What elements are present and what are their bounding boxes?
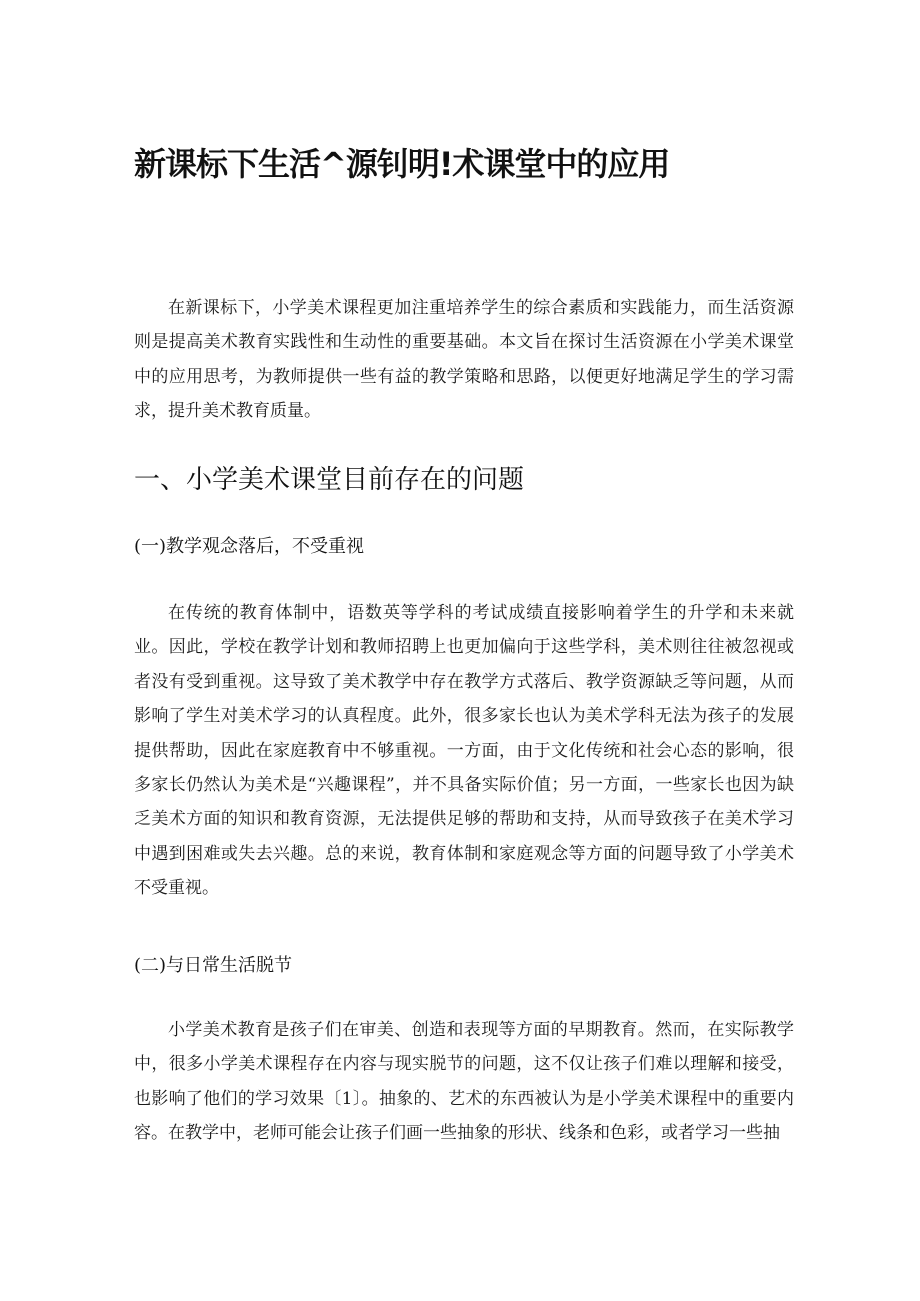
subsection-1-paragraph: 在传统的教育体制中，语数英等学科的考试成绩直接影响着学生的升学和未来就业。因此，学校在教学计划和教师招聘上也更加偏向于这些学科，美术则往往被忽视或者没有受到重视。这导致了美术教学中存在教学方式落后、教学资源缺乏等问题，从而影响了学生对美术学习的认真程度。此外，很多家长也认为美术学科无法为孩子的发展提供帮助，因此在家庭教育中不够重视。一方面，由于文化传统和社会心态的影响，很多家长仍然认为美术是“兴趣课程”，并不具备实际价值；另一方面，一些家长也因为缺乏美术方面的知识和教育资源，无法提供足够的帮助和支持，从而导致孩子在美术学习中遇到困难或失去兴趣。总的来说，教育体制和家庭观念等方面的问题导致了小学美术不受重视。 (134, 603, 794, 899)
subsection-heading-2: (二)与日常生活脱节 (134, 955, 293, 976)
document-title: 新课标下生活^源钊明!术课堂中的应用 (134, 145, 670, 183)
subsection-heading-1: (一)教学观念落后，不受重视 (134, 536, 365, 557)
subsection-2-paragraph: 小学美术教育是孩子们在审美、创造和表现等方面的早期教育。然而，在实际教学中，很多小学美术课程存在内容与现实脱节的问题，这不仅让孩子们难以理解和接受，也影响了他们的学习效果〔1〕。抽象的、艺术的东西被认为是小学美术课程中的重要内容。在教学中，老师可能会让孩子们画一些抽象的形状、线条和色彩，或者学习一些抽 (134, 1020, 794, 1144)
intro-paragraph: 在新课标下，小学美术课程更加注重培养学生的综合素质和实践能力，而生活资源则是提高美术教育实践性和生动性的重要基础。本文旨在探讨生活资源在小学美术课堂中的应用思考，为教师提供一些有益的教学策略和思路，以便更好地满足学生的学习需求，提升美术教育质量。 (134, 298, 794, 422)
section-heading: 一、小学美术课堂目前存在的问题 (134, 465, 525, 495)
